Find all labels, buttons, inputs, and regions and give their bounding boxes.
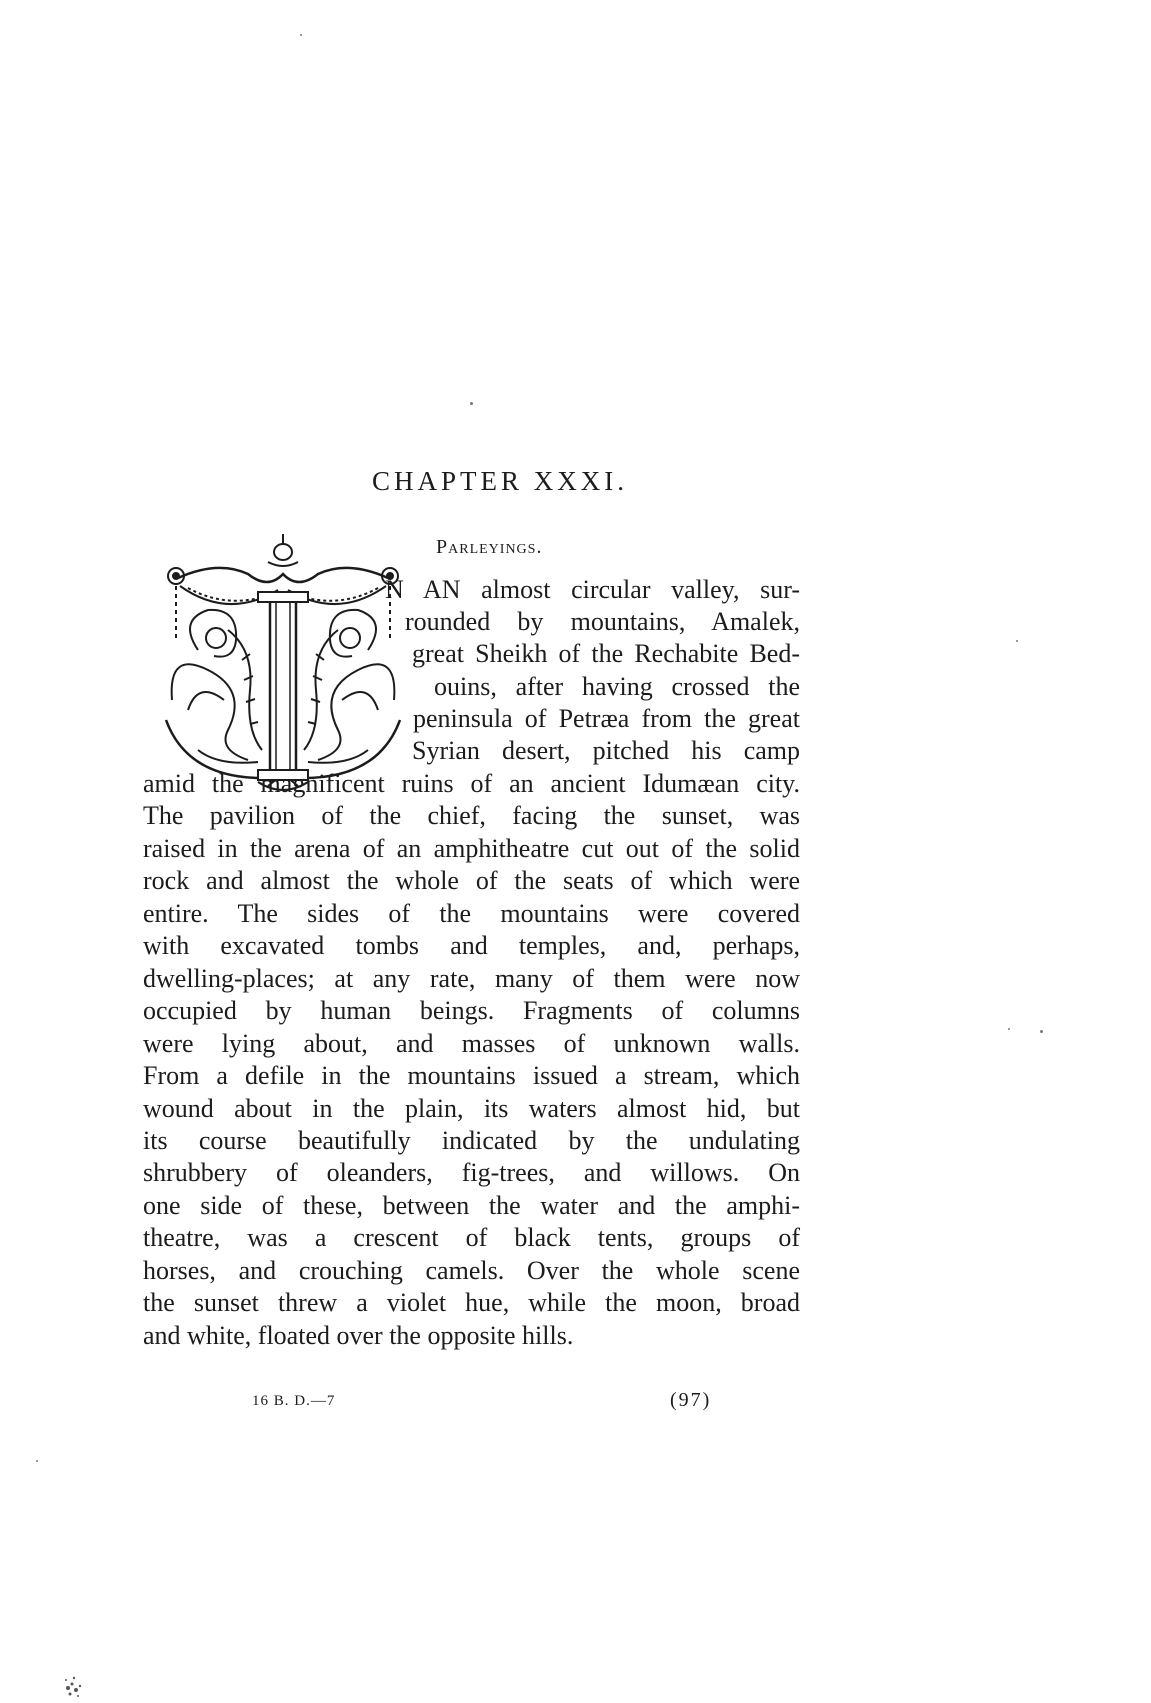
- body-line: theatre, was a crescent of black tents, groups of: [143, 1223, 800, 1252]
- body-line: were lying about, and masses of unknown walls.: [143, 1029, 800, 1058]
- body-line: great Sheikh of the Rechabite Bed-: [412, 639, 800, 668]
- body-line: the sunset threw a violet hue, while the moon, broad: [143, 1288, 800, 1317]
- body-line: horses, and crouching camels. Over the whole scene: [143, 1256, 800, 1285]
- body-line: dwelling-places; at any rate, many of them were now: [143, 964, 800, 993]
- body-line: The pavilion of the chief, facing the sunset, was: [143, 801, 800, 830]
- page-number: (97): [670, 1389, 712, 1411]
- body-line: shrubbery of oleanders, fig-trees, and willows. On: [143, 1158, 800, 1187]
- body-line: occupied by human beings. Fragments of columns: [143, 996, 800, 1025]
- body-line: From a defile in the mountains issued a stream, which: [143, 1061, 800, 1090]
- body-line: rock and almost the whole of the seats of which were: [143, 866, 800, 895]
- body-line: N AN almost circular valley, sur-: [385, 575, 800, 604]
- signature-mark: 16 B. D.—7: [252, 1393, 336, 1409]
- body-line: ouins, after having crossed the: [434, 672, 800, 701]
- body-line: with excavated tombs and temples, and, perhaps,: [143, 931, 800, 960]
- body-line: rounded by mountains, Amalek,: [405, 607, 800, 636]
- chapter-subtitle: Parleyings.: [436, 536, 543, 558]
- body-line: entire. The sides of the mountains were covered: [143, 899, 800, 928]
- scan-smudge-icon: [58, 1664, 98, 1700]
- body-line: peninsula of Petræa from the great: [413, 704, 800, 733]
- body-line: amid the magnificent ruins of an ancient Idumæan city.: [143, 769, 800, 798]
- body-line: its course beautifully indicated by the undulating: [143, 1126, 800, 1155]
- ornamental-drop-cap-icon: [158, 530, 408, 800]
- body-line: wound about in the plain, its waters almost hid, but: [143, 1094, 800, 1123]
- chapter-heading: CHAPTER XXXI.: [372, 466, 629, 496]
- body-line: Syrian desert, pitched his camp: [412, 736, 800, 765]
- body-line: raised in the arena of an amphitheatre cut out of the solid: [143, 834, 800, 863]
- body-line: and white, floated over the opposite hills.: [143, 1321, 574, 1350]
- body-line: one side of these, between the water and the amphi-: [143, 1191, 800, 1220]
